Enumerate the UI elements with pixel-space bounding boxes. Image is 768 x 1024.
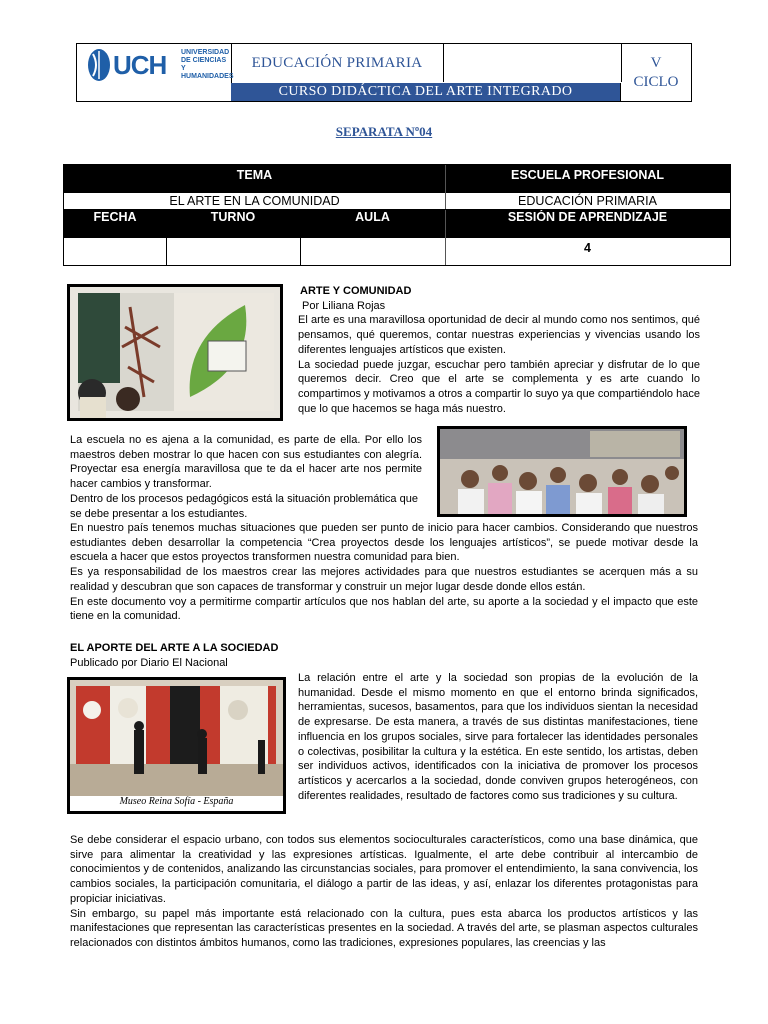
separata-title: SEPARATA Nº04 [335,124,433,139]
author-line: Por Liliana Rojas [302,299,386,312]
section-aporte-right-text [298,671,698,803]
paragraph: La sociedad puede juzgar, escuchar pero también apreciar y disfrutar de lo que queremos decir. Creo que el arte se complementa y es arte cuando lo compartimos y motivamos a otros a compartir lo suyo ya que compartiéndolo hace que lo que hacemos se haga más nuestro. [298,358,700,415]
divider [64,209,730,210]
section-full-width-text [70,521,698,624]
program-title: EDUCACIÓN PRIMARIA [231,44,444,82]
header-tema: TEMA [236,168,273,182]
section-escuela-text [70,433,422,521]
info-value-row-2 [64,238,730,265]
paragraph: En nuestro país tenemos muchas situaciones que pueden ser punto de inicio para hacer cambios. Considerando que nuestros estudiantes deben desarrollar la competencia “Crea proyectos desde los lenguajes artísticos”, se puede motivar desde la escuela a hacer que estos proyectos transformen nuestra comunidad para bien. [70,522,698,564]
museum-photo [67,677,286,814]
cycle-number: V [650,55,662,71]
tema-value: EL ARTE EN LA COMUNIDAD [169,194,340,208]
students-group-photo [437,426,687,517]
students-group-image [440,429,684,514]
section-title: EL APORTE DEL ARTE A LA SOCIEDAD [70,642,279,654]
header-sesion: SESIÓN DE APRENDIZAJE [507,210,668,224]
paragraph: La escuela no es ajena a la comunidad, es parte de ella. Por ello los maestros deben mostrar lo que hacen con sus estudiantes con alegría. Proyectar esa energía maravillosa que te da el hacer arte nos permite hacer cambios y transformar. [70,434,422,491]
logo-cell [77,44,232,101]
header-aula: AULA [355,210,390,224]
section-title: ARTE Y COMUNIDAD [300,285,412,297]
divider [166,238,167,265]
source-line: Publicado por Diario El Nacional [70,656,228,669]
header-escuela: ESCUELA PROFESIONAL [510,168,665,182]
section-aporte-full-text [70,833,698,951]
course-title: CURSO DIDÁCTICA DEL ARTE INTEGRADO [231,83,621,101]
divider [300,238,301,265]
paragraph: La relación entre el arte y la sociedad son propias de la evolución de la humanidad. Desde el mismo momento en que el entorno brinda significados, herramientas, sucesos, basamentos, para que los individuos sientan la necesidad de expresarse. De esta manera, a través de sus distintas manifestaciones, tiene influencia en los grupos sociales, sirve para fortalecer las identidades personales o colectivas, posibilitar la cultura y la estética. En este sentido, los artistas, deben ser individuos activos, identificados con la iniciativa de promover los procesos artísticos y acercarlos a la sociedad, donde conviven grupos heterogéneos, con diferentes realidades, resultado de factores como sus tradiciones y su cultura. [298,672,698,802]
children-painting-photo [67,284,283,421]
university-logo-icon [87,48,111,82]
sesion-value: 4 [584,241,591,255]
logo-wordmark: UCH [113,50,167,80]
paragraph: Sin embargo, su papel más importante está relacionado con la cultura, pues esta abarca los productos artísticos y las manifestaciones que representan las características presentes en la sociedad. A través del arte, se plasman aspectos culturales relacionados con distintos ámbitos humanos, como las tradiciones, expresiones populares, las creencias y las [70,907,698,949]
info-value-row-1 [64,193,730,210]
paragraph: El arte es una maravillosa oportunidad de decir al mundo como nos sentimos, qué pensamos, qué queremos, contar nuestras experiencias y vivencias usando los diferentes lenguajes artísticos que existen. [298,314,700,356]
escuela-value: EDUCACIÓN PRIMARIA [518,194,657,208]
paragraph: Es ya responsabilidad de los maestros crear las mejores actividades para que nuestros estudiantes se acerquen más a su realidad y descubran que son capaces de transformar y construir un mejor lugar desde donde ellos están. [70,566,698,593]
info-header-row-1 [64,165,730,193]
image-caption: Museo Reina Sofía - España [119,796,234,807]
info-header-row-2 [64,210,730,238]
section-arte-comunidad [300,284,700,416]
header-turno: TURNO [210,210,256,224]
blank-header-cell [443,44,622,82]
children-painting-image [70,287,280,418]
divider [445,165,446,265]
section-aporte-heading [70,641,370,670]
logo-subtitle: UNIVERSIDAD DE CIENCIAS Y HUMANIDADES [181,49,234,80]
cycle-cell [621,44,691,101]
document-header [76,43,692,102]
paragraph: Se debe considerar el espacio urbano, con todos sus elementos socioculturales característicos, como una base dinámica, que sirve para alimentar la creatividad y las expresiones artísticas. Igualmente, el arte debe contribuir al intercambio de conocimientos y de contenidos, analizando las circunstancias sociales, para promover el entendimiento, la sana convivencia, los cambios sociales, la participación comunitaria, el diálogo a partir de las ideas, y así, enlazar los diferentes protagonistas para propiciar iniciativas. [70,834,698,905]
museum-image [70,680,283,796]
paragraph: Dentro de los procesos pedagógicos está la situación problemática que se debe presentar a los estudiantes. [70,492,418,520]
header-fecha: FECHA [93,210,137,224]
cycle-label: CICLO [633,74,679,90]
info-table [63,164,731,266]
paragraph: En este documento voy a permitirme compartir artículos que nos hablan del arte, su aporte a la sociedad y el impacto que este tiene en la comunidad. [70,595,698,623]
